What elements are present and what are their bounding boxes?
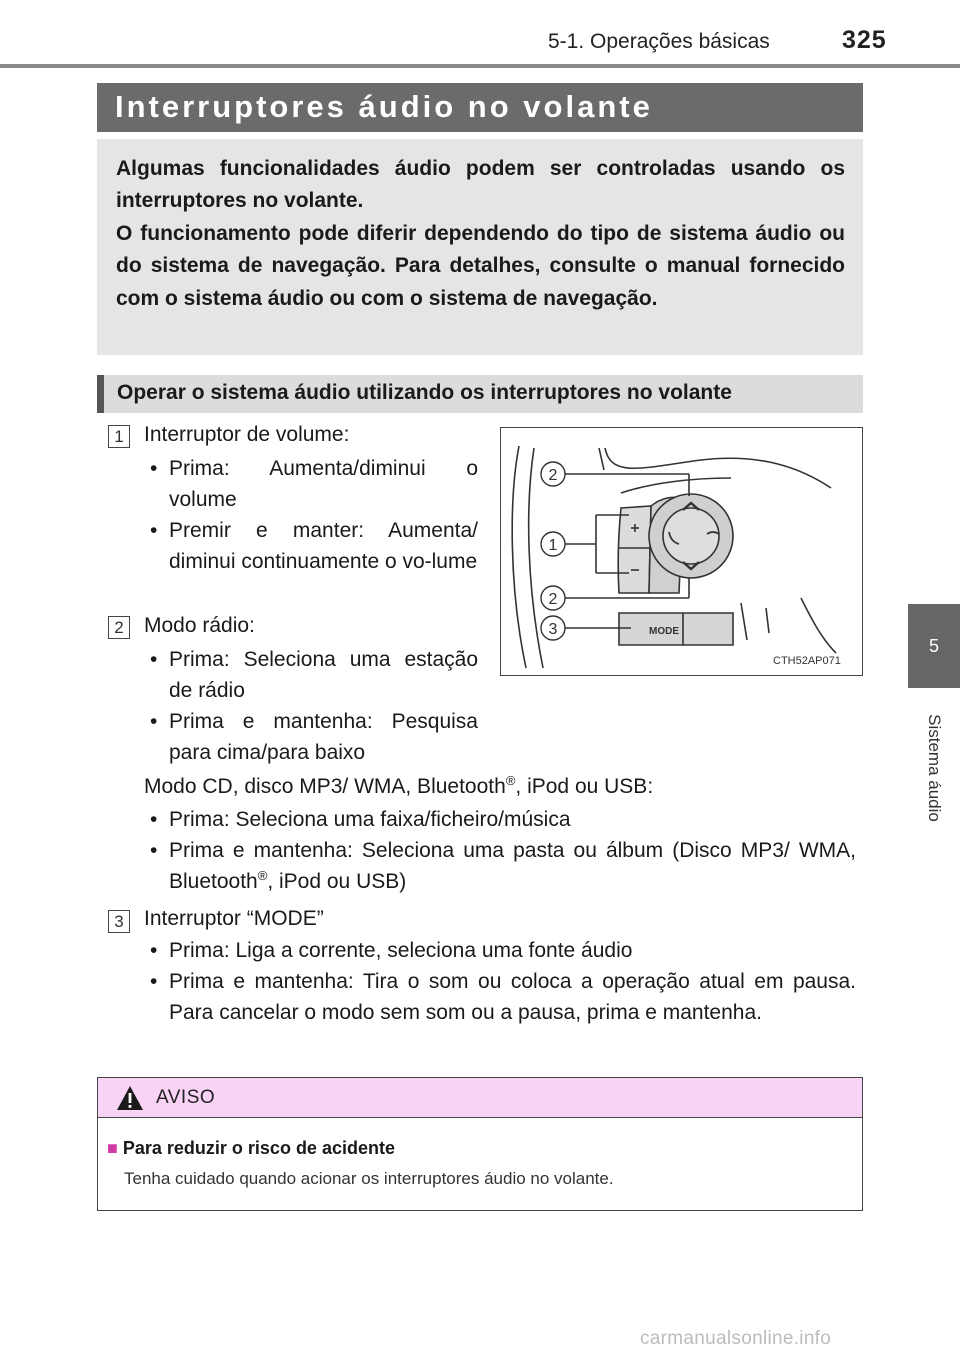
list-item: • Prima e mantenha: Seleciona uma pasta ou álbum (Disco MP3/ WMA, Bluetooth®, iPod ou USB) [144,835,856,897]
list-item: • Prima: Aumenta/diminui o volume [144,453,478,515]
item-number-2: 2 [108,616,130,639]
header-rule [0,64,960,68]
warning-label: AVISO [156,1087,216,1108]
chapter-number: 5 [928,635,939,656]
callout-label: 1 [548,537,558,554]
list-item: • Prima: Liga a corrente, seleciona uma fonte áudio [144,935,856,966]
list-item: • Prima e mantenha: Tira o som ou coloca a operação atual em pausa. Para cancelar o modo sem som ou a pausa, prima e mantenha. [144,966,856,1028]
list-item: • Prima e mantenha: Pesquisa para cima/para baixo [144,706,478,768]
page-title-bar [97,83,863,132]
section-heading-text: Operar o sistema áudio utilizando os interruptores no volante [117,381,732,404]
warning-text: Tenha cuidado quando acionar os interruptores áudio no volante. [124,1169,614,1188]
square-bullet-icon: ■ [107,1138,118,1158]
list-item: • Premir e manter: Aumenta/ diminui continuamente o vo-lume [144,515,478,577]
item-1-bullets [144,453,478,577]
cd-mode-title: Modo CD, disco MP3/ WMA, Bluetooth®, iPod ou USB: [144,773,654,798]
callout-label: 3 [548,621,558,638]
warning-box [97,1077,863,1211]
header-section-title: 5-1. Operações básicas [548,30,770,53]
warning-subheading: ■ Para reduzir o risco de acidente [107,1138,395,1158]
callout-label: 2 [548,467,558,484]
item-1-title: Interruptor de volume: [144,423,350,446]
item-3-title: Interruptor “MODE” [144,907,324,930]
list-item: • Prima: Seleciona uma faixa/ficheiro/música [144,804,856,835]
chapter-label [906,695,960,840]
chapter-tab [908,604,960,688]
steering-switch-figure [500,427,863,676]
item-2-bullets [144,644,478,768]
figure-code: CTH52AP071 [773,655,841,667]
item-2-title: Modo rádio: [144,614,255,637]
intro-text [116,153,845,315]
mode-button-label: MODE [649,626,679,637]
section-heading [97,375,863,413]
intro-paragraph-2: O funcionamento pode diferir dependendo do tipo de sistema áudio ou do sistema de navegação. Para detalhes, consulte o manual fornecido com o sistema áudio ou com o sistema de navegação. [116,221,845,310]
steering-wheel-switch-diagram-icon [501,428,862,675]
callout-label: 2 [548,591,558,608]
intro-box [97,139,863,355]
chapter-label-text: Sistema áudio [925,713,944,822]
warning-header [98,1078,862,1118]
item-number-1: 1 [108,425,130,448]
warning-triangle-icon [116,1085,144,1111]
watermark: carmanualsonline.info [640,1328,832,1349]
item-number-3: 3 [108,910,130,933]
item-3-bullets [144,935,856,1028]
page-number: 325 [842,26,887,54]
intro-paragraph-1: Algumas funcionalidades áudio podem ser controladas usando os interruptores no volante. [116,157,845,213]
page-title: Interruptores áudio no volante [115,89,653,124]
list-item: • Prima: Seleciona uma estação de rádio [144,644,478,706]
cd-mode-bullets [144,804,856,897]
